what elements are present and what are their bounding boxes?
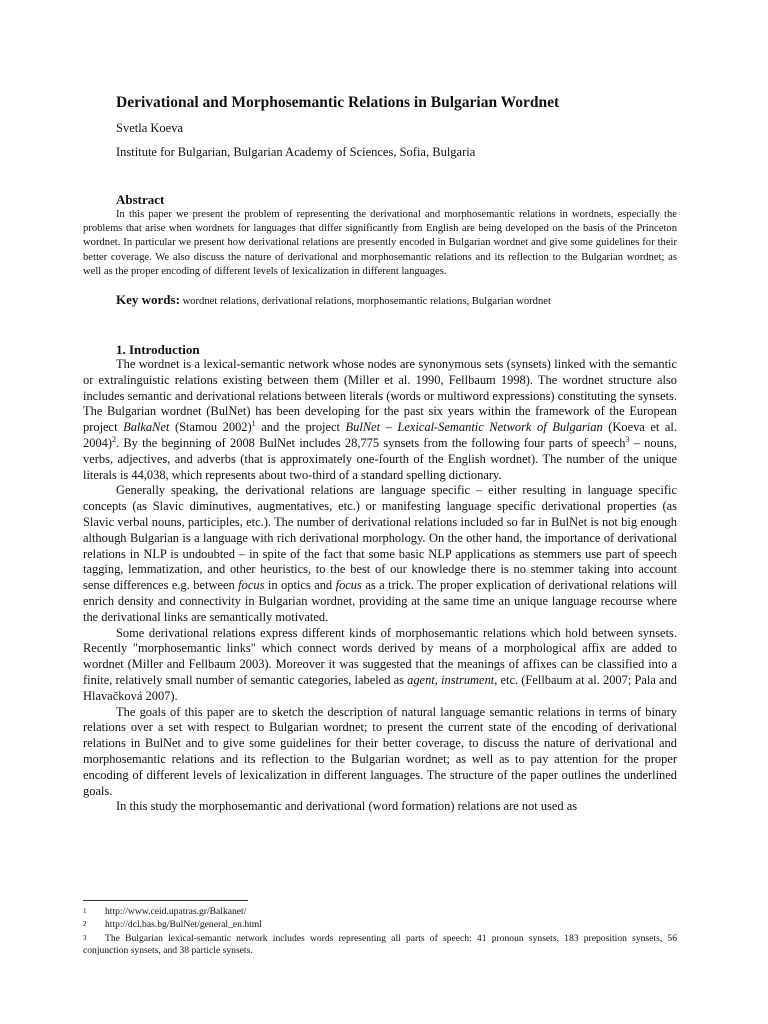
paragraph-5: In this study the morphosemantic and derivational (word formation) relations are not used as (116, 799, 578, 814)
p1-text-c: (Stamou 2002) (169, 420, 252, 435)
footnote-link-balkanet[interactable]: http://www.ceid.upatras.gr/Balkanet/ (105, 906, 247, 917)
paragraph-2 (83, 483, 677, 625)
footnotes (83, 905, 677, 957)
footnote-number: 1 (83, 907, 87, 915)
p3-term-agent: agent (407, 672, 435, 687)
paragraph-3 (83, 626, 677, 705)
p2-text-e: as a trick. The proper explication of derivational relations will enrich density and connectivity in Bulgarian wordnet, providing at the same time an unique language recourse where the derivational links are semantically motivated. (83, 578, 677, 624)
abstract-body (83, 208, 677, 279)
footnote-ref-3: 3 (625, 434, 630, 444)
footnote-text: The Bulgarian lexical-semantic network includes words representing all parts of speech: 41 pronoun synsets, 183 preposition synsets, 56 conjunction synsets, and 38 particle synsets. (83, 932, 677, 956)
p3-term-instrument: instrument (441, 672, 495, 687)
footnote-number: 3 (83, 933, 87, 942)
section-heading: 1. Introduction (116, 342, 200, 357)
footnote-3 (83, 932, 677, 958)
keywords-text: wordnet relations, derivational relations, morphosemantic relations, Bulgarian wordnet (182, 296, 551, 307)
abstract-heading: Abstract (116, 192, 165, 207)
keywords-label: Key words: (116, 292, 180, 307)
footnote-2 (83, 918, 677, 931)
p3-text-a: Some derivational relations express different kinds of morphosemantic relations which hold between synsets. Recently "morphosemantic links" which connect words derived by means of a morphological affix are added to wordnet (Miller and Fellbaum 2003). Moreover it was suggested that the meanings of affixes can be classified into a finite, relatively small number of semantic categories, labeled as (83, 625, 677, 687)
p2-term-focus-1: focus (238, 578, 265, 593)
footnote-ref-1: 1 (251, 419, 256, 429)
p3-text-e: , etc. (Fellbaum at al. 2007; Pala and Hlavačková 2007). (83, 672, 678, 703)
paragraph-4: The goals of this paper are to sketch the description of natural language semantic relations in terms of binary relations over a set with respect to Bulgarian wordnet; to present the current state of the encoding of derivational relations in BulNet and to give some guidelines for their better coverage, to discuss the nature of derivational and morphosemantic relations and its reflection to the Bulgarian wordnet; as well as to pay attention for the proper encoding of different levels of lexicalization in different languages. The structure of the paper outlines the underlined goals. (83, 704, 677, 798)
p2-term-focus-2: focus (335, 578, 362, 593)
footnote-1 (83, 905, 677, 918)
p1-text-g: (Koeva et al. 2004) (83, 420, 677, 450)
footnote-ref-2: 2 (112, 434, 117, 444)
paper-title: Derivational and Morphosemantic Relations in Bulgarian Wordnet (116, 94, 560, 111)
p1-text-e: and the project (255, 420, 346, 435)
p1-project-balkanet: BalkaNet (123, 420, 170, 435)
keywords-line (116, 292, 676, 308)
footnote-divider (83, 900, 248, 901)
p2-text-a: Generally speaking, the derivational relations are language specific – either resulting in language specific concepts (as Slavic diminutives, augmentatives, etc.) or manifesting language specific derivational properties (as Slavic verbal nouns, participles, etc.). The number of derivational relations included so far in BulNet is not big enough although Bulgarian is a language with rich derivational morphology. On the other hand, the importance of derivational relations in NLP is undoubted – in spite of the fact that some basic NLP applications as stemmers use part of speech tagging, lemmatization, and other heuristics, to the best of our knowledge there is no stemmer taking into account sense differences e.g. between (83, 483, 677, 593)
section-body (83, 357, 677, 815)
p1-project-bulnet: BulNet – Lexical-Semantic Network of Bulgarian (345, 420, 603, 435)
p1-text-a: The wordnet is a lexical-semantic network whose nodes are synonymous sets (synsets) linked with the semantic or extralinguistic relations existing between them (Miller et al. 1990, Fellbaum 1998). The wordnet structure also includes semantic and derivational relations between literals (words or multiword expressions) constituting the synsets. The Bulgarian wordnet (BulNet) has been developing for the past six years within the framework of the European project (83, 357, 677, 435)
abstract-text: In this paper we present the problem of representing the derivational and morphosemantic relations in wordnets, especially the problems that arise when wordnets for languages that differ significantly from English are being developed on the basis of the Princeton wordnet. In particular we present how derivational relations are presently encoded in Bulgarian wordnet and give some guidelines for their better coverage. We also discuss the nature of derivational and morphosemantic relations and its reflection to the Bulgarian wordnet; as well as the proper encoding of different levels of lexicalization in different languages. (83, 209, 677, 277)
p3-text-c: , (434, 672, 442, 687)
p2-text-c: in optics and (264, 578, 336, 593)
paragraph-1 (83, 357, 677, 483)
footnote-number: 2 (83, 920, 87, 929)
p1-text-k: – nouns, verbs, adjectives, and adverbs (that is approximately one-fourth of the English wordnet). The number of the unique literals is 44,038, which represents about two-third of a standard spelling dictionary. (83, 435, 677, 482)
author-affiliation: Institute for Bulgarian, Bulgarian Academy of Sciences, Sofia, Bulgaria (116, 145, 476, 159)
p1-text-i: . By the beginning of 2008 BulNet includes 28,775 synsets from the following four parts of speech (116, 435, 626, 450)
author-name: Svetla Koeva (116, 121, 183, 135)
footnote-link-bulnet[interactable]: http://dcl.bas.bg/BulNet/general_en.html (105, 919, 262, 931)
